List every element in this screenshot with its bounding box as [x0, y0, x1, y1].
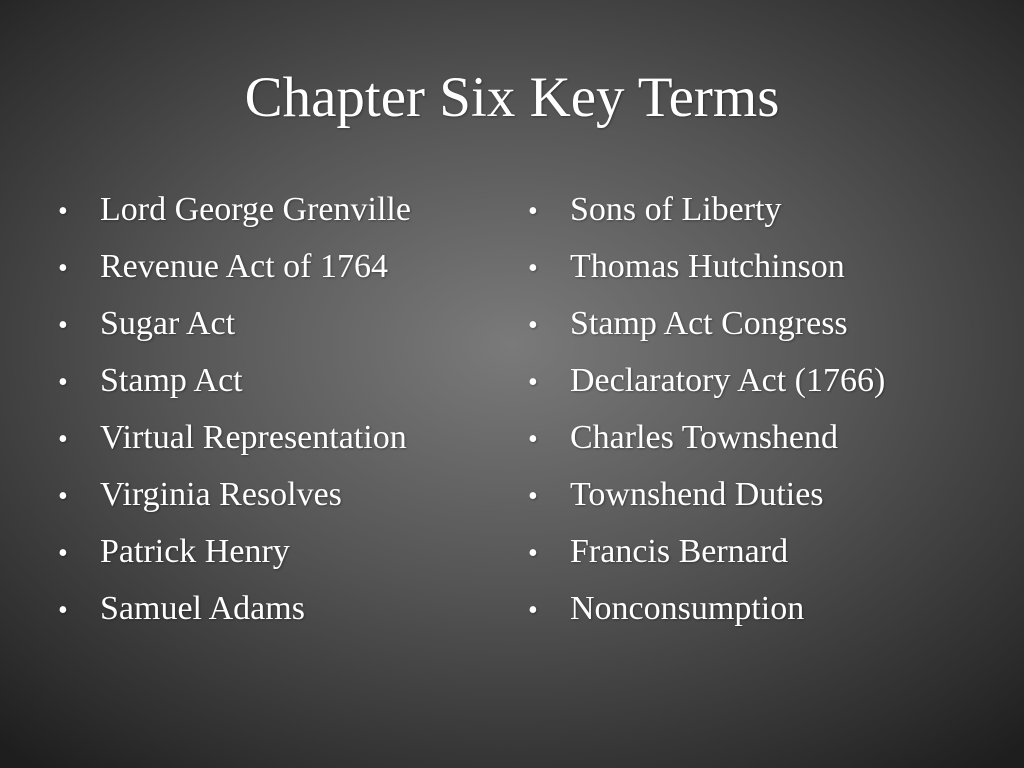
- term-text: Patrick Henry: [100, 533, 290, 570]
- list-item: [528, 357, 968, 414]
- bullet-icon: •: [528, 253, 538, 284]
- list-item: [528, 186, 968, 243]
- bullet-icon: •: [528, 367, 538, 398]
- bullet-icon: •: [58, 538, 68, 569]
- list-item: [58, 243, 488, 300]
- list-item: [528, 585, 968, 642]
- term-text: Samuel Adams: [100, 590, 305, 627]
- term-text: Francis Bernard: [570, 533, 789, 570]
- list-item: [58, 414, 488, 471]
- term-text: Stamp Act: [100, 362, 243, 399]
- slide-title: Chapter Six Key Terms: [244, 66, 780, 129]
- bullet-icon: •: [528, 538, 538, 569]
- list-item: [58, 357, 488, 414]
- list-item: [528, 471, 968, 528]
- term-text: Thomas Hutchinson: [570, 248, 845, 285]
- left-term-list: [58, 186, 488, 642]
- term-text: Declaratory Act (1766): [570, 362, 886, 399]
- bullet-icon: •: [58, 196, 68, 227]
- list-item: [58, 585, 488, 642]
- term-text: Stamp Act Congress: [570, 305, 848, 342]
- bullet-icon: •: [58, 253, 68, 284]
- list-item: [528, 243, 968, 300]
- bullet-icon: •: [58, 595, 68, 626]
- bullet-icon: •: [58, 367, 68, 398]
- bullet-icon: •: [528, 481, 538, 512]
- term-text: Virginia Resolves: [100, 476, 342, 513]
- term-text: Townshend Duties: [570, 476, 824, 513]
- list-item: [58, 186, 488, 243]
- term-text: Revenue Act of 1764: [100, 248, 388, 285]
- list-item: [528, 528, 968, 585]
- right-term-list: [528, 186, 968, 642]
- bullet-icon: •: [58, 481, 68, 512]
- bullet-icon: •: [528, 310, 538, 341]
- term-text: Sugar Act: [100, 305, 236, 342]
- list-item: [58, 471, 488, 528]
- list-item: [58, 300, 488, 357]
- term-text: Sons of Liberty: [570, 191, 782, 228]
- term-text: Charles Townshend: [570, 419, 839, 456]
- list-item: [58, 528, 488, 585]
- list-item: [528, 300, 968, 357]
- term-text: Nonconsumption: [570, 590, 805, 627]
- list-item: [528, 414, 968, 471]
- bullet-icon: •: [58, 310, 68, 341]
- term-text: Virtual Representation: [100, 419, 407, 456]
- bullet-icon: •: [58, 424, 68, 455]
- bullet-icon: •: [528, 424, 538, 455]
- bullet-icon: •: [528, 196, 538, 227]
- bullet-icon: •: [528, 595, 538, 626]
- term-text: Lord George Grenville: [100, 191, 411, 228]
